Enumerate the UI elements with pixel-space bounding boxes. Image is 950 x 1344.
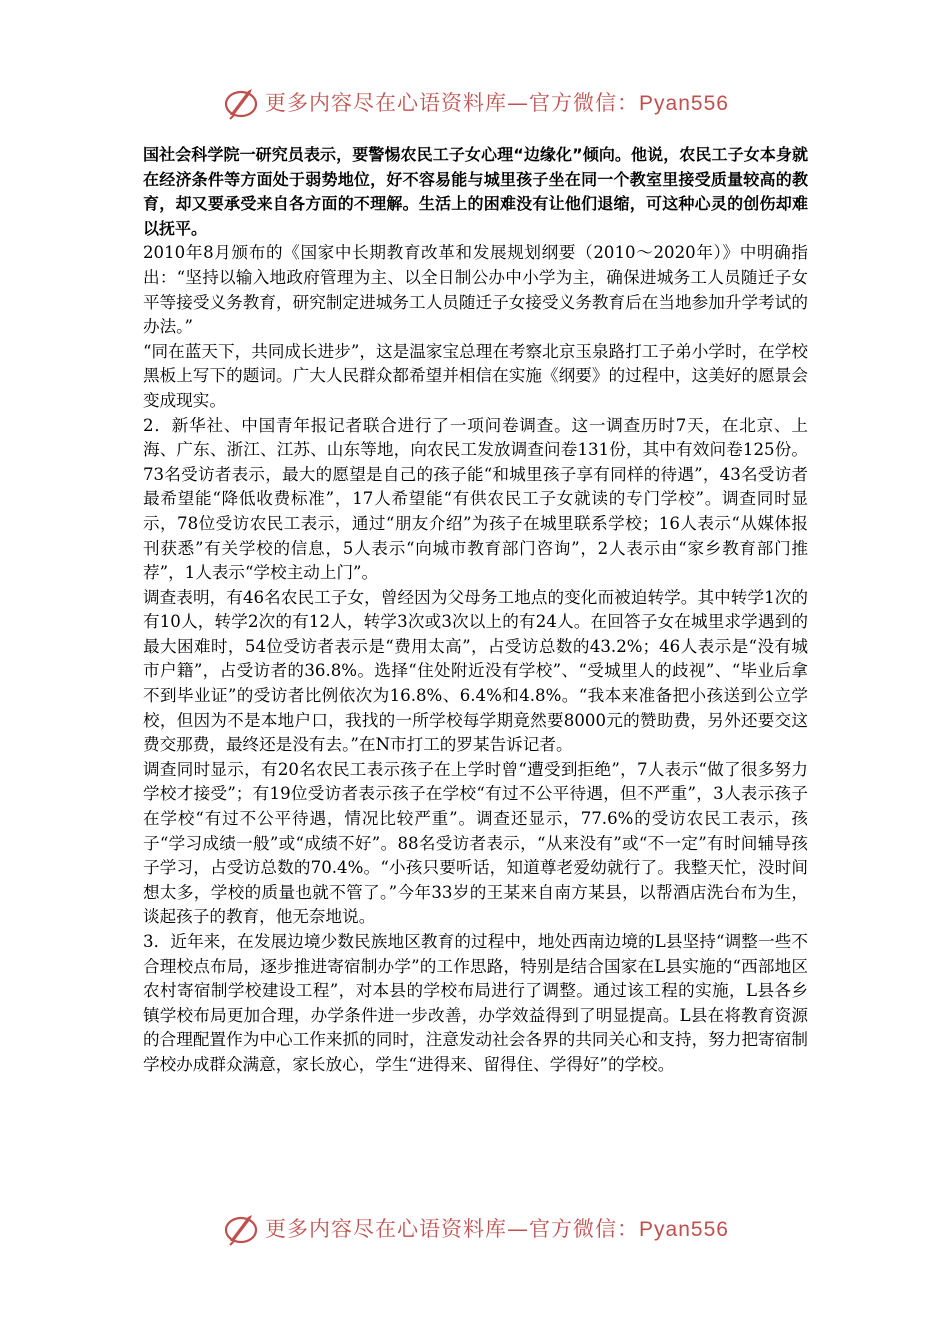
document-body — [143, 143, 808, 1078]
paragraph-county: 3．近年来，在发展边境少数民族地区教育的过程中，地处西南边境的L县坚持“调整一些不合理校点布局，逐步推进寄宿制办学”的工作思路，特别是结合国家在L县实施的“西部地区农村寄宿制学校建设工程”，对本县的学校布局进行了调整。通过该工程的实施，L县各乡镇学校布局更加合理，办学条件进一步改善，办学效益得到了明显提高。L县在将教育资源的合理配置作为中心工作来抓的同时，注意发动社会各界的共同关心和支持，努力把寄宿制学校办成群众满意，家长放心，学生“进得来、留得住、学得好”的学校。 — [143, 932, 808, 1074]
watermark-text: 更多内容尽在心语资料库—官方微信：Pyan556 — [265, 91, 729, 115]
paragraph-quote: “同在蓝天下，共同成长进步”，这是温家宝总理在考察北京玉泉路打工子弟小学时，在学校黑板上写下的题词。广大人民群众都希望并相信在实施《纲要》的过程中，这美好的愿景会变成现实。 — [143, 341, 808, 410]
paragraph-rejection: 调查同时显示，有20名农民工表示孩子在上学时曾“遭受到拒绝”，7人表示“做了很多努力学校才接受”；有19位受访者表示孩子在学校“有过不公平待遇，但不严重”，3人表示孩子在学校“有过不公平待遇，情况比较严重”。调查还显示，77.6%的受访农民工表示，孩子“学习成绩一般”或“成绩不好”。88名受访者表示，“从来没有”或“不一定”有时间辅导孩子学习，占受访总数的70.4%。“小孩只要听话，知道尊老爱幼就行了。我整天忙，没时间想太多，学校的质量也就不管了。”今年33岁的王某来自南方某县，以帮酒店洗台布为生，谈起孩子的教育，他无奈地说。 — [143, 759, 808, 927]
paragraph-survey: 2．新华社、中国青年报记者联合进行了一项问卷调查。这一调查历时7天，在北京、上海、广东、浙江、江苏、山东等地，向农民工发放调查问卷131份，其中有效问卷125份。73名受访者表示，最大的愿望是自己的孩子能“和城里孩子享有同样的待遇”，43名受访者最希望能“降低收费标准”，17人希望能“有供农民工子女就读的专门学校”。调查同时显示，78位受访农民工表示，通过“朋友介绍”为孩子在城里联系学校；16人表示“从媒体报刊获悉”有关学校的信息，5人表示“向城市教育部门咨询”，2人表示由“家乡教育部门推荐”，1人表示“学校主动上门”。 — [143, 415, 808, 583]
watermark-handle: Pyan556 — [639, 1218, 729, 1241]
watermark-handle: Pyan556 — [639, 92, 729, 115]
footer-watermark — [0, 1206, 950, 1250]
paragraph-transfer: 调查表明，有46名农民工子女，曾经因为父母务工地点的变化而被迫转学。其中转学1次的有10人，转学2次的有12人，转学3次或3次以上的有24人。在回答子女在城里求学遇到的最大困难时，54位受访者表示是“费用太高”，占受访总数的43.2%；46人表示是“没有城市户籍”，占受访者的36.8%。选择“住处附近没有学校”、“受城里人的歧视”、“毕业后拿不到毕业证”的受访者比例依次为16.8%、6.4%和4.8%。“我本来准备把小孩送到公立学校，但因为不是本地户口，我找的一所学校每学期竟然要8000元的赞助费，另外还要交这费交那费，最终还是没有去。”在N市打工的罗某告诉记者。 — [143, 587, 808, 755]
quill-pen-logo-icon — [221, 1208, 261, 1248]
quill-pen-logo-icon — [221, 82, 261, 122]
header-watermark — [0, 80, 950, 124]
paragraph-intro: 国社会科学院一研究员表示，要警惕农民工子女心理“边缘化”倾向。他说，农民工子女本身就在经济条件等方面处于弱势地位，好不容易能与城里孩子坐在同一个教室里接受质量较高的教育，却又要承受来自各方面的不理解。生活上的困难没有让他们退缩，可这种心灵的创伤却难以抚平。 — [143, 145, 808, 238]
paragraph-policy: 2010年8月颁布的《国家中长期教育改革和发展规划纲要（2010～2020年）》中明确指出：“坚持以输入地政府管理为主、以全日制公办中小学为主，确保进城务工人员随迁子女平等接受义务教育，研究制定进城务工人员随迁子女接受义务教育后在当地参加升学考试的办法。” — [143, 243, 808, 337]
watermark-text: 更多内容尽在心语资料库—官方微信：Pyan556 — [265, 1217, 729, 1241]
